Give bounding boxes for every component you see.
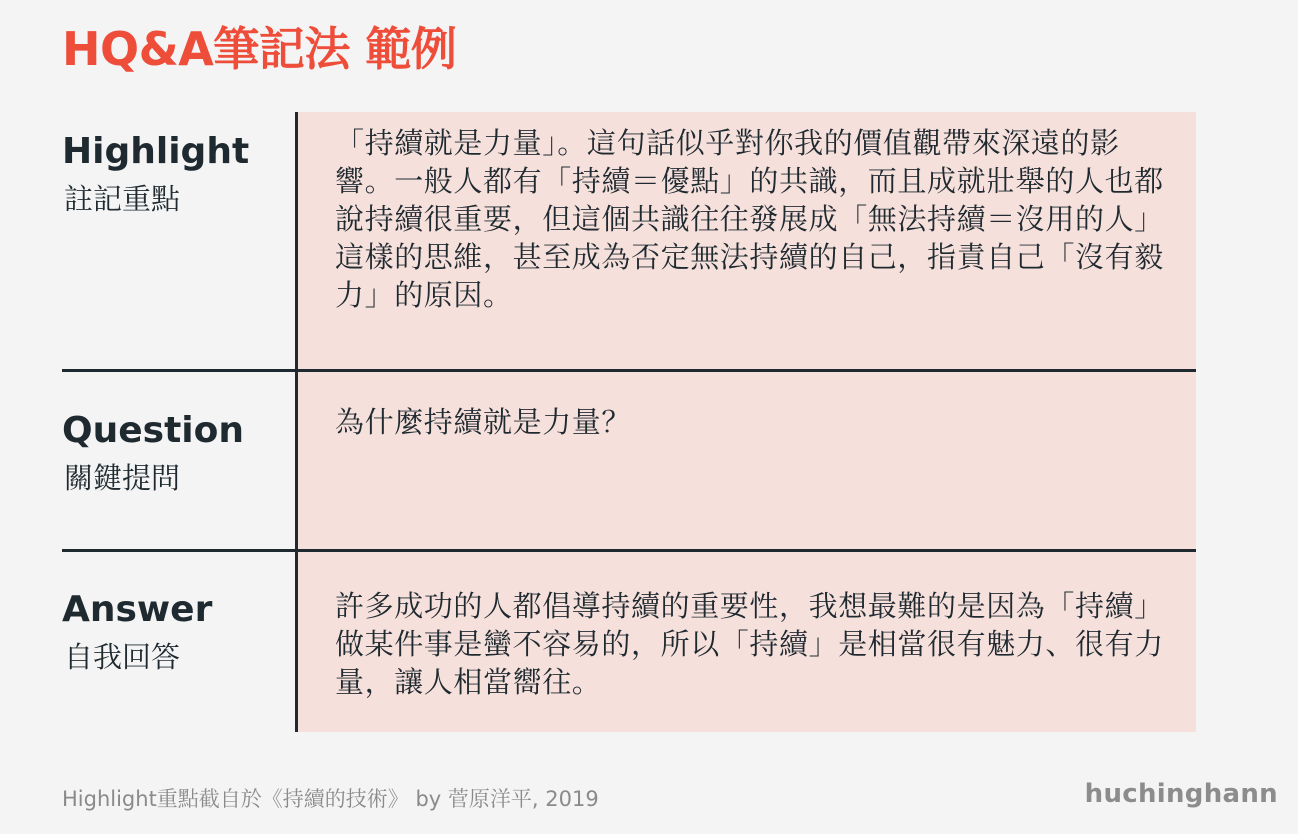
highlight-content-cell	[298, 112, 1196, 371]
question-content-text: 為什麼持續就是力量？	[335, 405, 632, 439]
highlight-label-en: Highlight	[62, 131, 250, 172]
column-divider	[295, 112, 298, 732]
highlight-content-text: 「持續就是力量」。這句話似乎對你我的價值觀帶來深遠的影響。一般人都有「持續＝優點」的共識，而且成就壯舉的人也都說持續很重要，但這個共識往往發展成「無法持續＝沒用的人」這樣的思維，甚至成為否定無法持續的自己，指責自己「沒有毅力」的原因。	[335, 126, 1164, 312]
answer-content-text: 許多成功的人都倡導持續的重要性，我想最難的是因為「持續」做某件事是蠻不容易的，所以「持續」是相當很有魅力、很有力量，讓人相當嚮往。	[335, 589, 1164, 699]
answer-label-en: Answer	[62, 589, 213, 630]
question-row	[62, 371, 1196, 551]
answer-label-cell	[62, 551, 296, 732]
answer-content-cell	[298, 551, 1196, 732]
hqa-table	[62, 112, 1196, 732]
question-label-cell	[62, 371, 296, 551]
question-label-zh: 關鍵提問	[64, 461, 181, 495]
highlight-label-zh: 註記重點	[64, 182, 181, 216]
row-divider-1	[62, 369, 1196, 372]
page-title: HQ&A筆記法 範例	[62, 22, 457, 76]
row-divider-2	[62, 549, 1196, 552]
highlight-label-cell	[62, 112, 296, 371]
brand-watermark: huchinghann	[1084, 779, 1278, 809]
question-content-cell	[298, 371, 1196, 551]
answer-label-zh: 自我回答	[64, 640, 181, 674]
answer-row	[62, 551, 1196, 732]
highlight-row	[62, 112, 1196, 371]
question-label-en: Question	[62, 410, 244, 451]
source-citation: Highlight重點截自於《持續的技術》 by 菅原洋平, 2019	[62, 787, 599, 811]
